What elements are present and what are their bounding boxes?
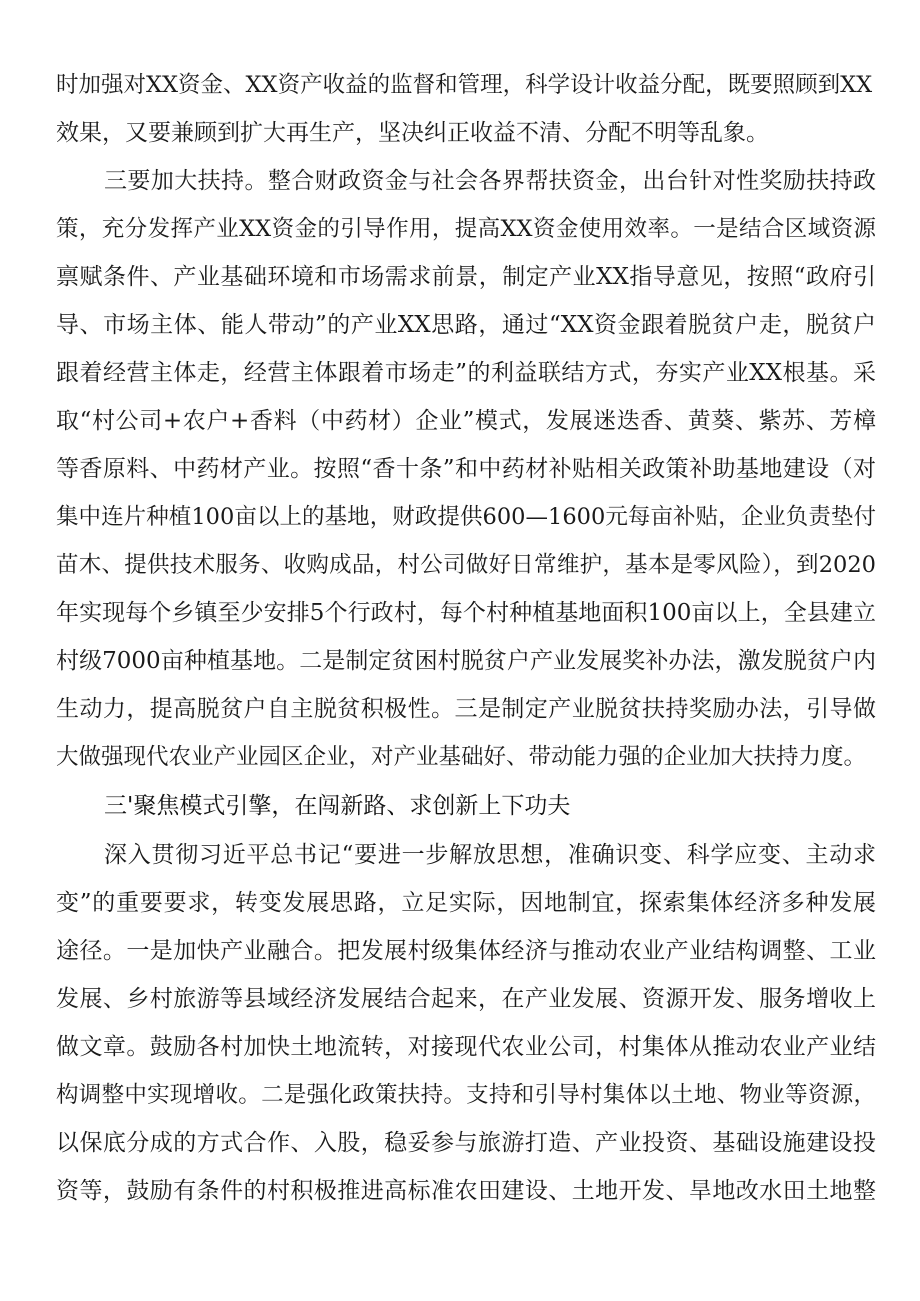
text-line: 发展、乡村旅游等县域经济发展结合起来，在产业发展、资源开发、服务增收上 [56,986,876,1012]
text-line: 做文章。鼓励各村加快土地流转，对接现代农业公司，村集体从推动农业产业结 [56,1034,876,1060]
text-line: 苗木、提供技术服务、收购成品，村公司做好日常维护，基本是零风险），到2020 [56,552,876,578]
text-line: 变”的重要要求，转变发展思路，立足实际，因地制宜，探索集体经济多种发展 [56,890,876,916]
text-line: 村级7000亩种植基地。二是制定贫困村脱贫户产业发展奖补办法，激发脱贫户内 [56,648,876,674]
text-line: 等香原料、中药材产业。按照“香十条”和中药材补贴相关政策补助基地建设（对 [56,456,876,482]
text-line: 效果，又要兼顾到扩大再生产，坚决纠正收益不清、分配不明等乱象。 [56,120,769,146]
text-line: 集中连片种植100亩以上的基地，财政提供600—1600元每亩补贴，企业负责垫付 [56,504,876,530]
text-line: 以保底分成的方式合作、入股，稳妥参与旅游打造、产业投资、基础设施建设投 [56,1130,876,1156]
text-line: 资等，鼓励有条件的村积极推进高标准农田建设、土地开发、旱地改水田土地整 [56,1178,876,1204]
text-line: 生动力，提高脱贫户自主脱贫积极性。三是制定产业脱贫扶持奖励办法，引导做 [56,696,876,722]
text-line: 跟着经营主体走，经营主体跟着市场走”的利益联结方式，夯实产业XX根基。采 [56,360,876,386]
text-line: 策，充分发挥产业XX资金的引导作用，提高XX资金使用效率。一是结合区域资源 [56,216,876,242]
text-line: 途径。一是加快产业融合。把发展村级集体经济与推动农业产业结构调整、工业 [56,938,876,964]
section-heading: 三'聚焦模式引擎，在闯新路、求创新上下功夫 [104,793,571,819]
text-line: 导、市场主体、能人带动”的产业XX思路，通过“XX资金跟着脱贫户走，脱贫户 [56,312,876,338]
paragraph-first-line: 三要加大扶持。整合财政资金与社会各界帮扶资金，出台针对性奖励扶持政 [104,168,876,194]
paragraph-first-line: 深入贯彻习近平总书记“要进一步解放思想，准确识变、科学应变、主动求 [104,842,876,868]
text-line: 大做强现代农业产业园区企业，对产业基础好、带动能力强的企业加大扶持力度。 [56,744,867,770]
text-line: 取“村公司+农户+香料（中药材）企业”模式，发展迷迭香、黄葵、紫苏、芳樟 [56,408,876,434]
text-line: 禀赋条件、产业基础环境和市场需求前景，制定产业XX指导意见，按照“政府引 [56,264,876,290]
text-line: 时加强对XX资金、XX资产收益的监督和管理，科学设计收益分配，既要照顾到XX [56,72,873,98]
text-line: 构调整中实现增收。二是强化政策扶持。支持和引导村集体以土地、物业等资源， [56,1082,876,1108]
text-line: 年实现每个乡镇至少安排5个行政村，每个村种植基地面积100亩以上，全县建立 [56,600,876,626]
